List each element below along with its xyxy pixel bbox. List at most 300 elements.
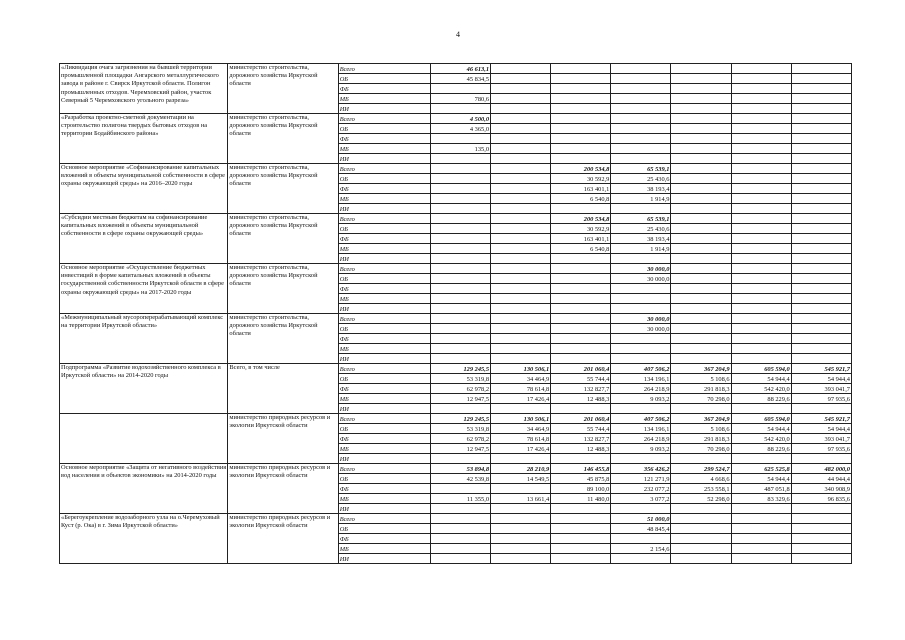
amount-cell: [731, 314, 791, 324]
activity-name-cell: «Ликвидация очага загрязнения на бывшей территории промышленной площадки Ангарского металлургического завода в районе г. Свирск Иркутской области. Полигон промышленных отходов. Черемховский район, участок Северный 5 Черемховского угольного разреза»: [60, 64, 228, 114]
amount-cell: [491, 214, 551, 224]
amount-cell: 264 218,9: [611, 384, 671, 394]
amount-cell: [491, 134, 551, 144]
funding-source-cell: ФБ: [338, 534, 430, 544]
amount-cell: 5 108,6: [671, 424, 731, 434]
amount-cell: [551, 124, 611, 134]
table-row: [60, 264, 852, 274]
amount-cell: 55 744,4: [551, 374, 611, 384]
amount-cell: [731, 174, 791, 184]
amount-cell: [491, 94, 551, 104]
amount-cell: [491, 194, 551, 204]
executor-cell: министерство природных ресурсов и экологии Иркутской области: [228, 464, 338, 514]
table-row: [60, 214, 852, 224]
amount-cell: [430, 314, 490, 324]
amount-cell: [551, 334, 611, 344]
amount-cell: [671, 144, 731, 154]
amount-cell: [671, 534, 731, 544]
table-row: [60, 514, 852, 524]
amount-cell: [491, 254, 551, 264]
amount-cell: 340 908,9: [791, 484, 851, 494]
amount-cell: [430, 254, 490, 264]
amount-cell: 201 060,4: [551, 414, 611, 424]
amount-cell: [491, 554, 551, 564]
amount-cell: [430, 224, 490, 234]
amount-cell: [491, 404, 551, 414]
amount-cell: [430, 354, 490, 364]
amount-cell: [430, 284, 490, 294]
amount-cell: 46 613,1: [430, 64, 490, 74]
amount-cell: [430, 514, 490, 524]
executor-cell: министерство природных ресурсов и экологии Иркутской области: [228, 414, 338, 464]
amount-cell: [551, 254, 611, 264]
amount-cell: 6 540,8: [551, 244, 611, 254]
amount-cell: 130 506,1: [491, 364, 551, 374]
amount-cell: [551, 264, 611, 274]
amount-cell: [611, 454, 671, 464]
funding-source-cell: Всего: [338, 64, 430, 74]
amount-cell: 11 480,0: [551, 494, 611, 504]
funding-source-cell: Всего: [338, 514, 430, 524]
amount-cell: 4 668,6: [671, 474, 731, 484]
funding-source-cell: ИИ: [338, 204, 430, 214]
amount-cell: [551, 354, 611, 364]
amount-cell: [491, 124, 551, 134]
amount-cell: [551, 534, 611, 544]
amount-cell: [731, 454, 791, 464]
amount-cell: [671, 164, 731, 174]
amount-cell: 291 818,3: [671, 434, 731, 444]
amount-cell: [551, 74, 611, 84]
amount-cell: 70 298,0: [671, 444, 731, 454]
amount-cell: [791, 524, 851, 534]
funding-source-cell: ФБ: [338, 184, 430, 194]
amount-cell: [731, 124, 791, 134]
table-row: [60, 64, 852, 74]
activity-name-cell: Основное мероприятие «Софинансирование капитальных вложений в объекты муниципальной собственности в сфере охраны окружающей среды» на 2016–2020 годы: [60, 164, 228, 214]
amount-cell: 367 204,9: [671, 414, 731, 424]
amount-cell: [430, 204, 490, 214]
amount-cell: [791, 264, 851, 274]
amount-cell: [671, 204, 731, 214]
amount-cell: [491, 234, 551, 244]
amount-cell: [611, 84, 671, 94]
amount-cell: [551, 504, 611, 514]
amount-cell: [671, 214, 731, 224]
amount-cell: [671, 304, 731, 314]
amount-cell: 130 506,1: [491, 414, 551, 424]
amount-cell: 487 051,8: [731, 484, 791, 494]
amount-cell: [791, 504, 851, 514]
amount-cell: [491, 264, 551, 274]
amount-cell: [731, 504, 791, 514]
funding-source-cell: ФБ: [338, 84, 430, 94]
amount-cell: [551, 524, 611, 534]
amount-cell: [731, 294, 791, 304]
amount-cell: 129 245,5: [430, 364, 490, 374]
amount-cell: 129 245,5: [430, 414, 490, 424]
amount-cell: 1 914,9: [611, 244, 671, 254]
amount-cell: [551, 104, 611, 114]
funding-source-cell: МБ: [338, 344, 430, 354]
amount-cell: 121 271,9: [611, 474, 671, 484]
amount-cell: [731, 74, 791, 84]
amount-cell: [791, 304, 851, 314]
amount-cell: 83 329,6: [731, 494, 791, 504]
funding-source-cell: Всего: [338, 414, 430, 424]
amount-cell: [791, 74, 851, 84]
amount-cell: 163 401,1: [551, 184, 611, 194]
amount-cell: [791, 134, 851, 144]
amount-cell: [491, 324, 551, 334]
amount-cell: [671, 74, 731, 84]
amount-cell: 780,6: [430, 94, 490, 104]
funding-source-cell: МБ: [338, 444, 430, 454]
amount-cell: [611, 124, 671, 134]
amount-cell: 605 594,0: [731, 414, 791, 424]
funding-source-cell: Всего: [338, 314, 430, 324]
amount-cell: [671, 554, 731, 564]
funding-source-cell: МБ: [338, 144, 430, 154]
funding-source-cell: МБ: [338, 494, 430, 504]
amount-cell: [491, 454, 551, 464]
amount-cell: [430, 154, 490, 164]
funding-source-cell: ИИ: [338, 504, 430, 514]
amount-cell: [491, 514, 551, 524]
funding-source-cell: Всего: [338, 114, 430, 124]
amount-cell: 542 420,0: [731, 384, 791, 394]
amount-cell: [731, 224, 791, 234]
amount-cell: 30 000,0: [611, 274, 671, 284]
amount-cell: [671, 94, 731, 104]
amount-cell: [731, 254, 791, 264]
amount-cell: [491, 274, 551, 284]
amount-cell: [791, 94, 851, 104]
funding-source-cell: ФБ: [338, 484, 430, 494]
amount-cell: [671, 294, 731, 304]
amount-cell: [491, 354, 551, 364]
amount-cell: 542 420,0: [731, 434, 791, 444]
amount-cell: [731, 334, 791, 344]
amount-cell: [791, 144, 851, 154]
amount-cell: 62 978,2: [430, 434, 490, 444]
amount-cell: 54 944,4: [791, 424, 851, 434]
amount-cell: [491, 504, 551, 514]
amount-cell: 78 614,8: [491, 434, 551, 444]
amount-cell: [671, 324, 731, 334]
amount-cell: 45 834,5: [430, 74, 490, 84]
funding-source-cell: МБ: [338, 244, 430, 254]
table-row: [60, 114, 852, 124]
amount-cell: [731, 114, 791, 124]
amount-cell: 30 000,0: [611, 314, 671, 324]
amount-cell: 134 196,1: [611, 374, 671, 384]
amount-cell: 44 944,4: [791, 474, 851, 484]
amount-cell: 97 935,6: [791, 394, 851, 404]
amount-cell: [791, 344, 851, 354]
amount-cell: [611, 64, 671, 74]
funding-source-cell: ФБ: [338, 434, 430, 444]
amount-cell: [791, 554, 851, 564]
amount-cell: [430, 334, 490, 344]
amount-cell: 200 534,8: [551, 214, 611, 224]
amount-cell: 545 921,7: [791, 364, 851, 374]
amount-cell: [551, 114, 611, 124]
amount-cell: [611, 294, 671, 304]
funding-source-cell: ИИ: [338, 454, 430, 464]
amount-cell: [611, 94, 671, 104]
amount-cell: [551, 324, 611, 334]
amount-cell: 5 108,6: [671, 374, 731, 384]
funding-source-cell: ОБ: [338, 74, 430, 84]
amount-cell: 299 524,7: [671, 464, 731, 474]
amount-cell: 146 455,8: [551, 464, 611, 474]
activity-name-cell: Подпрограмма «Развитие водохозяйственного комплекса в Иркутской области» на 2014-2020 годы: [60, 364, 228, 414]
amount-cell: [671, 454, 731, 464]
funding-source-cell: ФБ: [338, 234, 430, 244]
amount-cell: [611, 144, 671, 154]
amount-cell: [791, 454, 851, 464]
amount-cell: [671, 544, 731, 554]
amount-cell: 393 041,7: [791, 434, 851, 444]
amount-cell: [731, 544, 791, 554]
funding-source-cell: ИИ: [338, 304, 430, 314]
page-number: 4: [456, 30, 460, 39]
table-row: [60, 364, 852, 374]
amount-cell: [731, 204, 791, 214]
amount-cell: 96 835,6: [791, 494, 851, 504]
amount-cell: [430, 134, 490, 144]
amount-cell: [430, 534, 490, 544]
amount-cell: 54 944,4: [731, 474, 791, 484]
amount-cell: 393 041,7: [791, 384, 851, 394]
funding-source-cell: МБ: [338, 544, 430, 554]
amount-cell: 135,0: [430, 144, 490, 154]
amount-cell: [491, 114, 551, 124]
amount-cell: [430, 344, 490, 354]
amount-cell: [430, 244, 490, 254]
amount-cell: 12 947,5: [430, 444, 490, 454]
activity-name-cell: «Разработка проектно-сметной документации на строительство полигона твердых бытовых отходов на территории Бодайбинского района»: [60, 114, 228, 164]
amount-cell: [551, 404, 611, 414]
amount-cell: [551, 284, 611, 294]
amount-cell: 232 077,2: [611, 484, 671, 494]
amount-cell: [491, 84, 551, 94]
amount-cell: 65 539,1: [611, 164, 671, 174]
amount-cell: [731, 514, 791, 524]
amount-cell: [551, 544, 611, 554]
amount-cell: [791, 294, 851, 304]
amount-cell: [491, 294, 551, 304]
amount-cell: [671, 154, 731, 164]
amount-cell: [430, 544, 490, 554]
amount-cell: [551, 204, 611, 214]
amount-cell: [551, 94, 611, 104]
funding-source-cell: ОБ: [338, 524, 430, 534]
amount-cell: [551, 144, 611, 154]
table-row: [60, 164, 852, 174]
budget-table: [59, 63, 852, 564]
funding-source-cell: ФБ: [338, 384, 430, 394]
funding-source-cell: ОБ: [338, 474, 430, 484]
amount-cell: [491, 154, 551, 164]
amount-cell: [671, 264, 731, 274]
amount-cell: [611, 284, 671, 294]
activity-name-cell: Основное мероприятие «Защита от негативного воздействия вод населения и объектов экономики» на 2014-2020 годы: [60, 464, 228, 514]
amount-cell: [611, 354, 671, 364]
amount-cell: 53 319,8: [430, 374, 490, 384]
amount-cell: [430, 484, 490, 494]
amount-cell: [611, 534, 671, 544]
amount-cell: [791, 244, 851, 254]
funding-source-cell: ИИ: [338, 554, 430, 564]
amount-cell: [731, 274, 791, 284]
amount-cell: [731, 154, 791, 164]
amount-cell: [731, 184, 791, 194]
amount-cell: [491, 304, 551, 314]
amount-cell: [791, 274, 851, 284]
amount-cell: [491, 74, 551, 84]
amount-cell: [731, 304, 791, 314]
amount-cell: 52 298,0: [671, 494, 731, 504]
funding-source-cell: ОБ: [338, 224, 430, 234]
funding-source-cell: ОБ: [338, 374, 430, 384]
amount-cell: [430, 104, 490, 114]
amount-cell: 132 827,7: [551, 384, 611, 394]
amount-cell: [551, 344, 611, 354]
amount-cell: [430, 274, 490, 284]
amount-cell: [430, 524, 490, 534]
amount-cell: [791, 544, 851, 554]
amount-cell: [611, 404, 671, 414]
amount-cell: [731, 194, 791, 204]
activity-name-cell: [60, 414, 228, 464]
amount-cell: [791, 124, 851, 134]
amount-cell: 13 661,4: [491, 494, 551, 504]
amount-cell: [611, 334, 671, 344]
amount-cell: [731, 214, 791, 224]
amount-cell: [551, 294, 611, 304]
amount-cell: [731, 534, 791, 544]
funding-source-cell: Всего: [338, 264, 430, 274]
funding-source-cell: ФБ: [338, 334, 430, 344]
amount-cell: 407 506,2: [611, 414, 671, 424]
amount-cell: 482 000,0: [791, 464, 851, 474]
amount-cell: 605 594,0: [731, 364, 791, 374]
amount-cell: [671, 84, 731, 94]
amount-cell: 78 614,8: [491, 384, 551, 394]
amount-cell: 9 093,2: [611, 444, 671, 454]
amount-cell: [671, 184, 731, 194]
amount-cell: 54 944,4: [791, 374, 851, 384]
funding-source-cell: Всего: [338, 164, 430, 174]
amount-cell: [611, 104, 671, 114]
amount-cell: 264 218,9: [611, 434, 671, 444]
amount-cell: [791, 194, 851, 204]
amount-cell: 25 430,6: [611, 224, 671, 234]
amount-cell: [430, 404, 490, 414]
amount-cell: [491, 244, 551, 254]
amount-cell: [671, 194, 731, 204]
amount-cell: [671, 134, 731, 144]
amount-cell: [671, 114, 731, 124]
amount-cell: 163 401,1: [551, 234, 611, 244]
amount-cell: [491, 284, 551, 294]
amount-cell: [430, 454, 490, 464]
amount-cell: 132 827,7: [551, 434, 611, 444]
amount-cell: [791, 324, 851, 334]
amount-cell: 407 506,2: [611, 364, 671, 374]
amount-cell: 70 298,0: [671, 394, 731, 404]
amount-cell: 2 154,6: [611, 544, 671, 554]
amount-cell: 12 488,3: [551, 444, 611, 454]
amount-cell: [671, 274, 731, 284]
executor-cell: министерство строительства, дорожного хозяйства Иркутской области: [228, 114, 338, 164]
funding-source-cell: ФБ: [338, 284, 430, 294]
amount-cell: [731, 344, 791, 354]
amount-cell: [551, 304, 611, 314]
amount-cell: [430, 194, 490, 204]
amount-cell: [611, 204, 671, 214]
amount-cell: [430, 264, 490, 274]
amount-cell: [491, 544, 551, 554]
activity-name-cell: «Межмуниципальный мусороперерабатывающий комплекс на территории Иркутской области»: [60, 314, 228, 364]
amount-cell: 17 426,4: [491, 444, 551, 454]
amount-cell: 54 944,4: [731, 424, 791, 434]
amount-cell: [671, 404, 731, 414]
amount-cell: [791, 204, 851, 214]
amount-cell: [430, 304, 490, 314]
amount-cell: [731, 324, 791, 334]
amount-cell: [491, 224, 551, 234]
amount-cell: [671, 254, 731, 264]
amount-cell: [430, 554, 490, 564]
amount-cell: [430, 184, 490, 194]
amount-cell: [611, 154, 671, 164]
amount-cell: [491, 334, 551, 344]
amount-cell: [430, 214, 490, 224]
amount-cell: [551, 454, 611, 464]
amount-cell: 367 204,9: [671, 364, 731, 374]
funding-source-cell: Всего: [338, 364, 430, 374]
funding-source-cell: ИИ: [338, 354, 430, 364]
executor-cell: министерство строительства, дорожного хозяйства Иркутской области: [228, 214, 338, 264]
amount-cell: [551, 84, 611, 94]
amount-cell: [671, 354, 731, 364]
amount-cell: [491, 314, 551, 324]
funding-source-cell: ОБ: [338, 174, 430, 184]
amount-cell: [731, 84, 791, 94]
amount-cell: [491, 164, 551, 174]
funding-source-cell: ОБ: [338, 124, 430, 134]
amount-cell: 134 196,1: [611, 424, 671, 434]
amount-cell: [791, 214, 851, 224]
amount-cell: [791, 114, 851, 124]
amount-cell: [731, 104, 791, 114]
executor-cell: министерство строительства, дорожного хозяйства Иркутской области: [228, 314, 338, 364]
amount-cell: 65 539,1: [611, 214, 671, 224]
amount-cell: 4 500,0: [430, 114, 490, 124]
amount-cell: [731, 524, 791, 534]
amount-cell: [671, 524, 731, 534]
amount-cell: 30 592,9: [551, 174, 611, 184]
amount-cell: 4 365,0: [430, 124, 490, 134]
amount-cell: [791, 224, 851, 234]
amount-cell: [731, 64, 791, 74]
amount-cell: 34 464,9: [491, 424, 551, 434]
amount-cell: [430, 84, 490, 94]
amount-cell: [791, 404, 851, 414]
